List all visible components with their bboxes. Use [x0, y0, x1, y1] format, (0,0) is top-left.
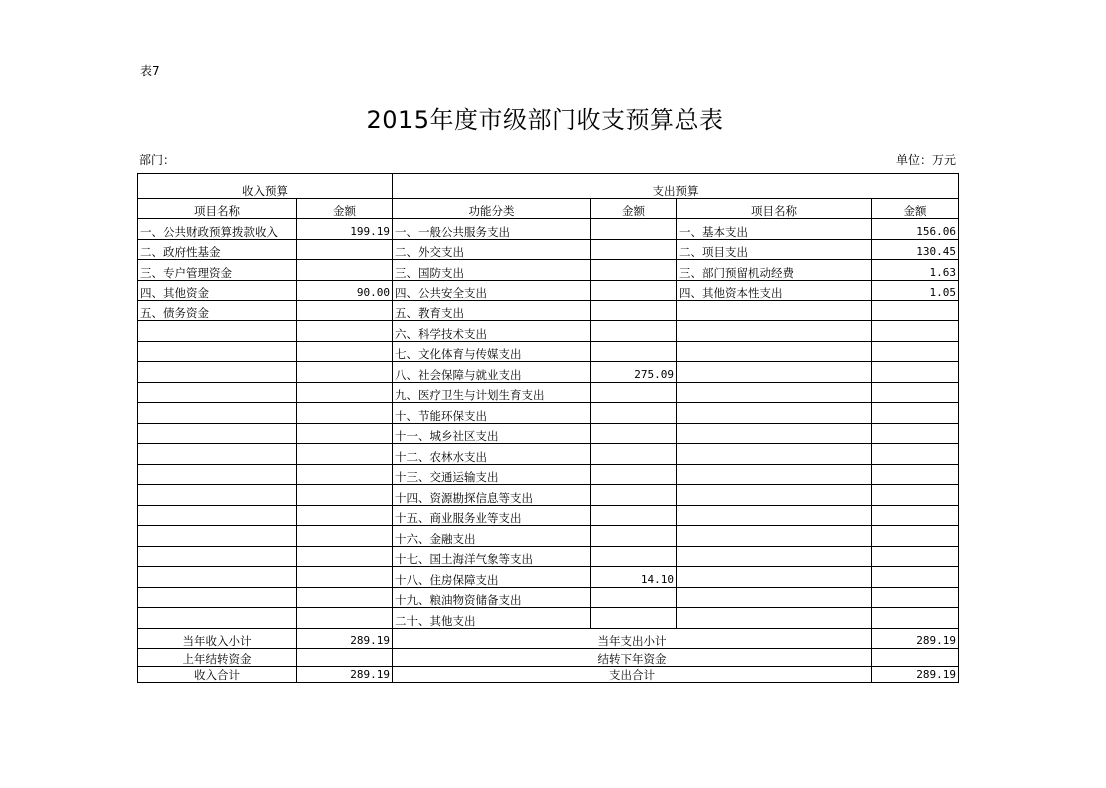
function-class-name: 十九、粮油物资储备支出: [393, 588, 591, 608]
function-class-amount: [591, 301, 677, 321]
function-class-name: 十七、国土海洋气象等支出: [393, 547, 591, 567]
expense-item-name: [677, 444, 872, 465]
function-class-amount: [591, 403, 677, 424]
function-class-amount: [591, 281, 677, 301]
table-row: [138, 260, 959, 281]
income-item-name: [138, 321, 297, 342]
expense-item-amount: [872, 526, 959, 547]
expense-item-amount: [872, 506, 959, 526]
income-item-name: [138, 526, 297, 547]
table-row: [138, 567, 959, 588]
income-amount: [297, 301, 393, 321]
expense-item-name: [677, 342, 872, 362]
table-row: [138, 547, 959, 567]
income-item-name: 一、公共财政预算拨款收入: [138, 219, 297, 240]
expense-item-amount: [872, 444, 959, 465]
budget-table: [137, 173, 959, 683]
table-row: [138, 362, 959, 383]
function-class-amount: [591, 506, 677, 526]
table-row: [138, 301, 959, 321]
function-class-amount: [591, 526, 677, 547]
function-class-name: 十三、交通运输支出: [393, 465, 591, 485]
income-item-name: [138, 342, 297, 362]
expense-item-name: [677, 608, 872, 629]
expense-total-amount: [872, 649, 959, 667]
function-class-amount: [591, 547, 677, 567]
income-total-label: 收入合计: [138, 667, 297, 683]
expense-item-amount: [872, 547, 959, 567]
expense-item-amount: 1.63: [872, 260, 959, 281]
expense-item-amount: 1.05: [872, 281, 959, 301]
income-amount: [297, 342, 393, 362]
income-item-name: 五、债务资金: [138, 301, 297, 321]
income-amount: 90.00: [297, 281, 393, 301]
function-class-name: 十五、商业服务业等支出: [393, 506, 591, 526]
function-class-name: 七、文化体育与传媒支出: [393, 342, 591, 362]
income-section-header: 收入预算: [138, 174, 393, 199]
page-title: 2015年度市级部门收支预算总表: [366, 106, 724, 134]
table-row: [138, 526, 959, 547]
expense-item-name: [677, 547, 872, 567]
expense-item-amount: [872, 403, 959, 424]
expense-item-amount: [872, 383, 959, 403]
function-class-name: 五、教育支出: [393, 301, 591, 321]
function-class-name: 十、节能环保支出: [393, 403, 591, 424]
expense-total-label: 当年支出小计: [393, 629, 872, 649]
function-class-name: 九、医疗卫生与计划生育支出: [393, 383, 591, 403]
expense-item-amount: [872, 485, 959, 506]
expense-item-name: [677, 526, 872, 547]
expense-item-amount: [872, 608, 959, 629]
function-class-amount: [591, 424, 677, 444]
total-row: [138, 667, 959, 683]
income-item-name: [138, 383, 297, 403]
income-item-name: [138, 567, 297, 588]
expense-total-label: 结转下年资金: [393, 649, 872, 667]
function-class-name: 十八、住房保障支出: [393, 567, 591, 588]
expense-item-name: 四、其他资本性支出: [677, 281, 872, 301]
income-item-name: [138, 547, 297, 567]
income-amount: 199.19: [297, 219, 393, 240]
income-amount: [297, 506, 393, 526]
expense-item-amount: [872, 342, 959, 362]
col-header-amount: 金额: [872, 199, 959, 219]
expense-item-amount: [872, 424, 959, 444]
table-row: [138, 465, 959, 485]
expense-item-name: [677, 403, 872, 424]
income-item-name: [138, 588, 297, 608]
function-class-name: 一、一般公共服务支出: [393, 219, 591, 240]
table-row: [138, 342, 959, 362]
expense-item-amount: [872, 362, 959, 383]
section-header-row: [138, 174, 959, 199]
income-amount: [297, 547, 393, 567]
expense-item-name: 二、项目支出: [677, 240, 872, 260]
function-class-amount: 275.09: [591, 362, 677, 383]
function-class-amount: [591, 321, 677, 342]
table-number: 表7: [140, 64, 160, 78]
unit-label: 单位：万元: [896, 153, 957, 167]
expense-item-name: [677, 424, 872, 444]
table-row: [138, 424, 959, 444]
income-amount: [297, 485, 393, 506]
col-header-item-name: 项目名称: [138, 199, 297, 219]
function-class-amount: 14.10: [591, 567, 677, 588]
income-item-name: [138, 362, 297, 383]
function-class-amount: [591, 588, 677, 608]
function-class-name: 六、科学技术支出: [393, 321, 591, 342]
income-item-name: [138, 608, 297, 629]
expense-item-amount: 156.06: [872, 219, 959, 240]
expense-item-name: [677, 383, 872, 403]
function-class-name: 二十、其他支出: [393, 608, 591, 629]
income-total-label: 上年结转资金: [138, 649, 297, 667]
income-item-name: 四、其他资金: [138, 281, 297, 301]
income-item-name: [138, 465, 297, 485]
function-class-amount: [591, 485, 677, 506]
income-item-name: [138, 424, 297, 444]
table-row: [138, 506, 959, 526]
department-label: 部门：: [139, 153, 176, 167]
expense-item-name: [677, 301, 872, 321]
total-row: [138, 649, 959, 667]
expense-item-amount: [872, 567, 959, 588]
income-amount: [297, 424, 393, 444]
function-class-amount: [591, 260, 677, 281]
income-amount: [297, 588, 393, 608]
expense-item-name: [677, 567, 872, 588]
column-header-row: [138, 199, 959, 219]
expense-total-amount: 289.19: [872, 667, 959, 683]
function-class-name: 十二、农林水支出: [393, 444, 591, 465]
expense-item-name: [677, 485, 872, 506]
income-amount: [297, 260, 393, 281]
income-item-name: 二、政府性基金: [138, 240, 297, 260]
function-class-amount: [591, 342, 677, 362]
expense-item-name: [677, 465, 872, 485]
expense-item-amount: [872, 465, 959, 485]
income-item-name: [138, 485, 297, 506]
expense-item-name: [677, 506, 872, 526]
table-row: [138, 608, 959, 629]
income-amount: [297, 240, 393, 260]
expense-item-amount: [872, 321, 959, 342]
income-amount: [297, 321, 393, 342]
income-item-name: 三、专户管理资金: [138, 260, 297, 281]
income-amount: [297, 362, 393, 383]
table-row: [138, 321, 959, 342]
function-class-amount: [591, 219, 677, 240]
income-total-label: 当年收入小计: [138, 629, 297, 649]
table-row: [138, 219, 959, 240]
col-header-amount: 金额: [591, 199, 677, 219]
table-row: [138, 588, 959, 608]
function-class-name: 十一、城乡社区支出: [393, 424, 591, 444]
table-row: [138, 281, 959, 301]
expense-item-amount: [872, 301, 959, 321]
function-class-name: 十四、资源勘探信息等支出: [393, 485, 591, 506]
function-class-name: 二、外交支出: [393, 240, 591, 260]
function-class-amount: [591, 444, 677, 465]
income-total-amount: 289.19: [297, 629, 393, 649]
function-class-name: 八、社会保障与就业支出: [393, 362, 591, 383]
table-row: [138, 444, 959, 465]
expense-item-amount: [872, 588, 959, 608]
expense-item-amount: 130.45: [872, 240, 959, 260]
income-amount: [297, 444, 393, 465]
function-class-name: 三、国防支出: [393, 260, 591, 281]
income-item-name: [138, 444, 297, 465]
expense-item-name: [677, 588, 872, 608]
income-amount: [297, 567, 393, 588]
col-header-item-name: 项目名称: [677, 199, 872, 219]
expense-item-name: 一、基本支出: [677, 219, 872, 240]
function-class-name: 四、公共安全支出: [393, 281, 591, 301]
expense-section-header: 支出预算: [393, 174, 959, 199]
table-row: [138, 485, 959, 506]
total-row: [138, 629, 959, 649]
function-class-amount: [591, 608, 677, 629]
expense-item-name: 三、部门预留机动经费: [677, 260, 872, 281]
table-row: [138, 403, 959, 424]
table-row: [138, 383, 959, 403]
table-row: [138, 240, 959, 260]
expense-item-name: [677, 362, 872, 383]
col-header-function-class: 功能分类: [393, 199, 591, 219]
col-header-amount: 金额: [297, 199, 393, 219]
income-total-amount: 289.19: [297, 667, 393, 683]
income-amount: [297, 608, 393, 629]
function-class-amount: [591, 240, 677, 260]
expense-total-amount: 289.19: [872, 629, 959, 649]
income-item-name: [138, 403, 297, 424]
income-amount: [297, 383, 393, 403]
income-amount: [297, 403, 393, 424]
function-class-amount: [591, 465, 677, 485]
income-item-name: [138, 506, 297, 526]
income-total-amount: [297, 649, 393, 667]
expense-item-name: [677, 321, 872, 342]
expense-total-label: 支出合计: [393, 667, 872, 683]
income-amount: [297, 465, 393, 485]
function-class-name: 十六、金融支出: [393, 526, 591, 547]
income-amount: [297, 526, 393, 547]
function-class-amount: [591, 383, 677, 403]
